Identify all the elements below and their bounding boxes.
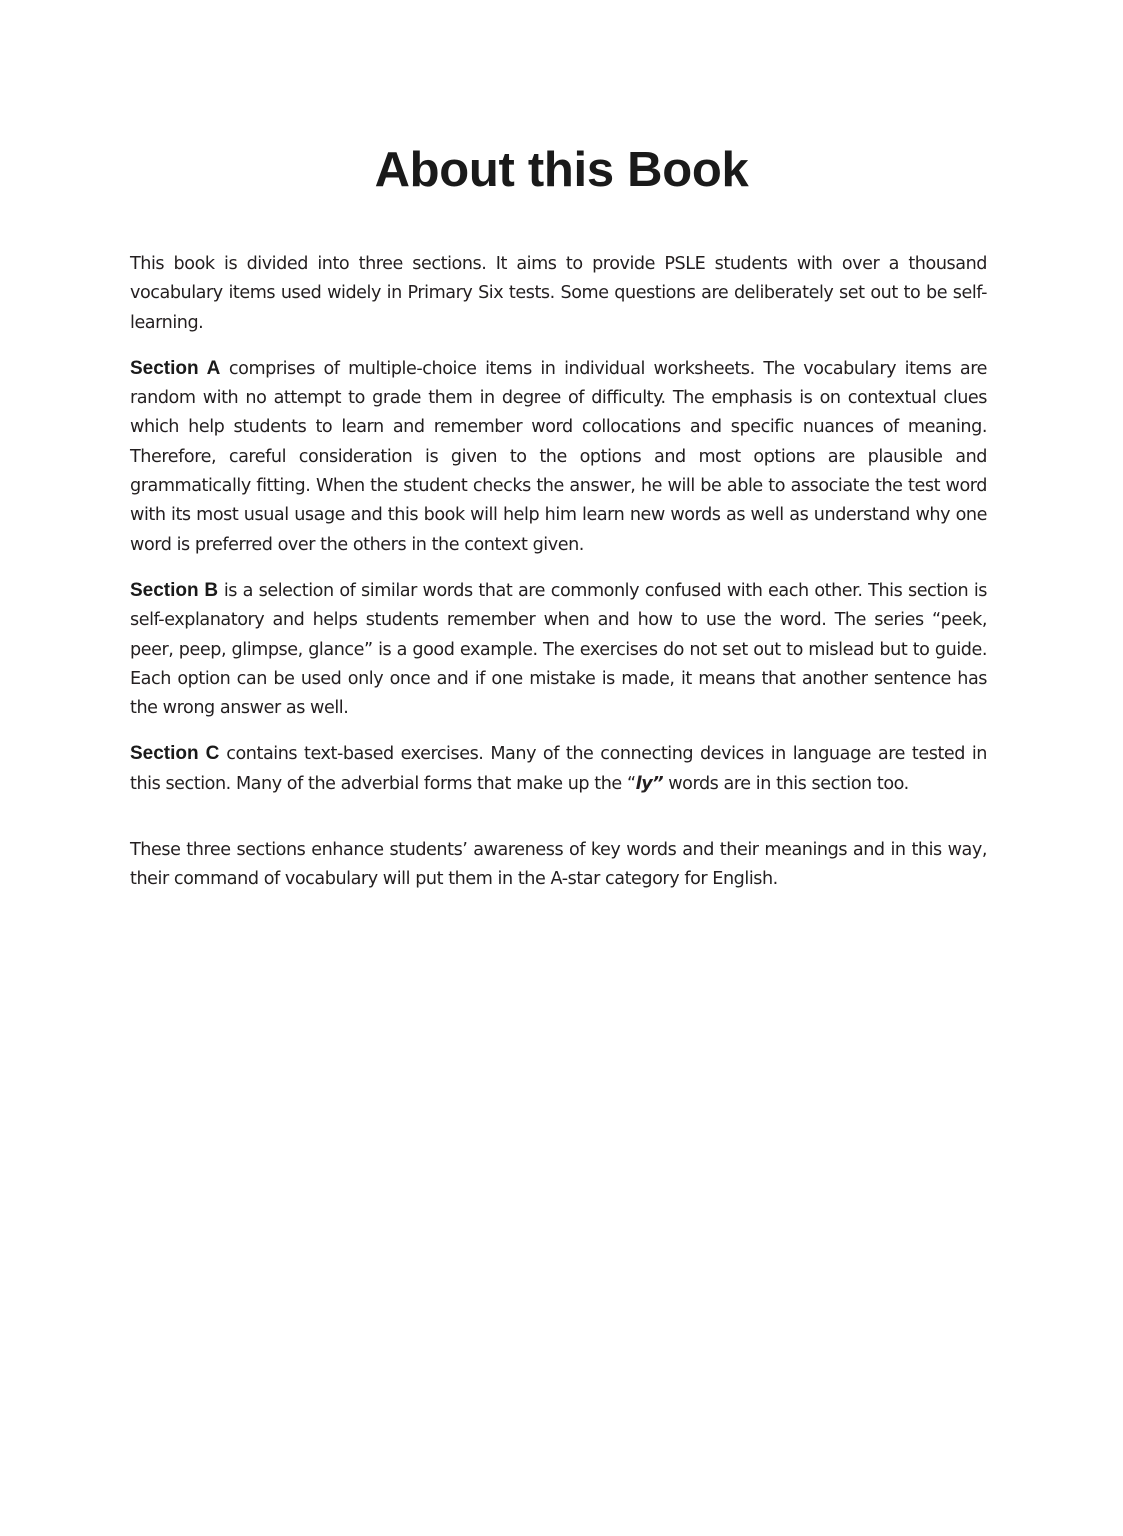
section-c-label: Section C [130,743,220,765]
section-a-paragraph [130,354,987,560]
section-c-text-after: words are in this section too. [663,773,909,794]
ly-emphasis: ly” [635,773,664,794]
section-b-label: Section B [130,579,219,601]
section-c-text-before: contains text-based exercises. Many of the connecting devices in language are tested in this section. Many of the adverbial forms that make up the “ [130,744,988,794]
page-body [130,250,987,895]
closing-paragraph: These three sections enhance students’ awareness of key words and their meanings and in this way, their command of vocabulary will put them in the A-star category for English. [130,840,987,890]
section-a-label: Section A [130,357,221,379]
page-title: About this Book [374,143,749,197]
intro-paragraph: This book is divided into three sections. It aims to provide PSLE students with over a thousand vocabulary items used widely in Primary Six tests. Some questions are deliberately set out to be self-learning. [130,254,987,333]
section-b-paragraph [130,576,987,723]
section-c-paragraph [130,739,987,799]
section-b-text: is a selection of similar words that are commonly confused with each other. This section is self-explanatory and helps students remember when and how to use the word. The series “peek, peer, peep, glimpse, glance” is a good example. The exercises do not set out to mislead but to guide. Each option can be used only once and if one mistake is made, it means that another sentence has the wrong answer as well. [130,580,988,719]
section-a-text: comprises of multiple-choice items in individual worksheets. The vocabulary items are random with no attempt to grade them in degree of difficulty. The emphasis is on contextual clues which help students to learn and remember word collocations and specific nuances of meaning. Therefore, careful consideration is given to the options and most options are plausible and grammatically fitting. When the student checks the answer, he will be able to associate the test word with its most usual usage and this book will help him learn new words as well as understand why one word is preferred over the others in the context given. [130,358,987,555]
